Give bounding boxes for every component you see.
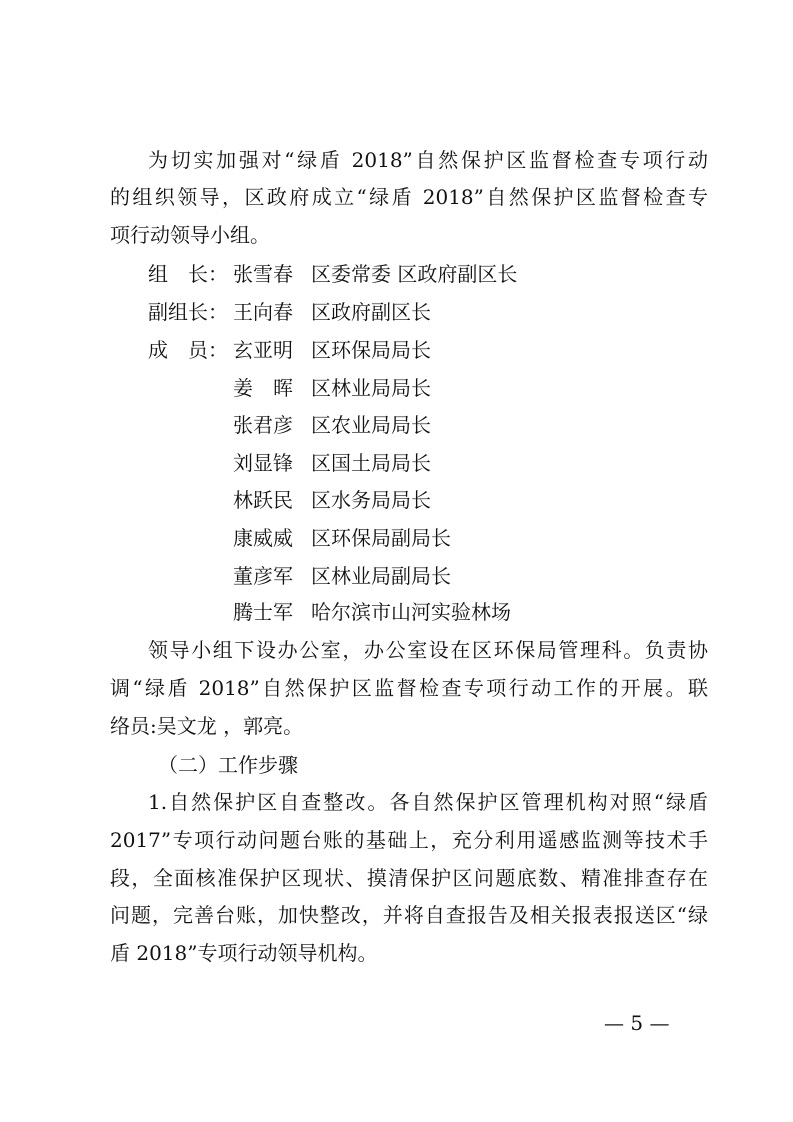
office-line-1: 领导小组下设办公室，办公室设在区环保局管理科。负责协 [148, 638, 708, 662]
office-line-3: 络员:吴文龙 ，郭亮。 [110, 714, 304, 738]
step1-line-5: 盾 2018”专项行动领导机构。 [110, 941, 378, 965]
page-number: — 5 — [604, 1011, 670, 1035]
member-name: 康威威 [233, 526, 293, 550]
step1-line-3: 段，全面核准保护区现状、摸清保护区问题底数、精准排查存在 [110, 866, 708, 890]
members-label: 成 员： [148, 338, 228, 362]
leader-label: 组 长： [148, 262, 228, 286]
intro-line-2: 的组织领导，区政府成立“绿盾 2018”自然保护区监督检查专 [110, 185, 708, 209]
member-role: 区林业局局长 [311, 376, 431, 400]
step1-line-1: 1.自然保护区自查整改。各自然保护区管理机构对照“绿盾 [148, 790, 708, 814]
member-role: 哈尔滨市山河实验林场 [311, 600, 511, 624]
member-role: 区环保局局长 [311, 338, 431, 362]
member-name: 姜 晖 [233, 376, 293, 400]
deputy-name: 王向春 [233, 300, 293, 324]
member-name: 张君彦 [233, 413, 293, 437]
step1-line-2: 2017”专项行动问题台账的基础上，充分利用遥感监测等技术手 [110, 828, 708, 852]
member-role: 区农业局局长 [311, 413, 431, 437]
member-name: 林跃民 [233, 488, 293, 512]
member-name: 董彦军 [233, 564, 293, 588]
office-line-2: 调“绿盾 2018”自然保护区监督检查专项行动工作的开展。联 [110, 676, 708, 700]
member-role: 区水务局局长 [311, 488, 431, 512]
member-role: 区环保局副局长 [311, 526, 451, 550]
section-heading: （二）工作步骤 [158, 753, 298, 777]
leader-name: 张雪春 [233, 262, 293, 286]
member-name: 玄亚明 [233, 338, 293, 362]
intro-line-1: 为切实加强对“绿盾 2018”自然保护区监督检查专项行动 [148, 148, 708, 172]
deputy-label: 副组长： [148, 300, 228, 324]
member-role: 区林业局副局长 [311, 564, 451, 588]
member-role: 区国土局局长 [311, 451, 431, 475]
member-name: 腾士军 [233, 600, 293, 624]
deputy-role: 区政府副区长 [311, 300, 431, 324]
member-name: 刘显锋 [233, 451, 293, 475]
intro-line-3: 项行动领导小组。 [110, 223, 270, 247]
step1-line-4: 问题，完善台账，加快整改，并将自查报告及相关报表报送区“绿 [110, 903, 708, 927]
leader-role: 区委常委 区政府副区长 [311, 262, 518, 286]
